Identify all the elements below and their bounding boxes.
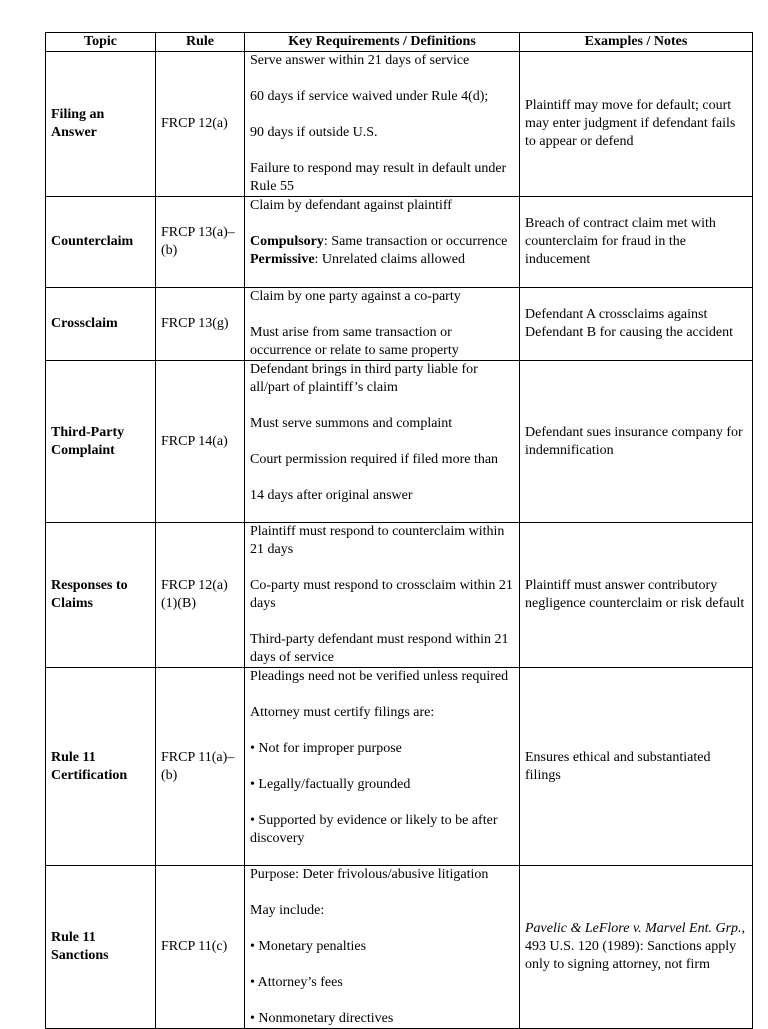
notes-cell: Ensures ethical and substantiated filings — [520, 668, 753, 866]
notes-cell — [520, 866, 753, 1029]
requirements-cell — [245, 288, 520, 361]
topic-cell: Crossclaim — [46, 288, 156, 361]
table-row — [46, 668, 753, 866]
topic-cell: Third-Party Complaint — [46, 361, 156, 523]
table-row — [46, 52, 753, 197]
table-row — [46, 361, 753, 523]
requirement-item: 14 days after original answer — [250, 488, 413, 503]
requirement-item: Court permission required if filed more than — [250, 452, 499, 467]
notes-cell: Defendant sues insurance company for indemnification — [520, 361, 753, 523]
requirement-item: • Legally/factually grounded — [250, 777, 411, 792]
table-row — [46, 866, 753, 1029]
permissive-label: Permissive — [250, 252, 315, 267]
requirement-item — [250, 233, 514, 269]
rule-cell: FRCP 14(a) — [156, 361, 245, 523]
notes-cell: Plaintiff must answer contributory negligence counterclaim or risk default — [520, 523, 753, 668]
requirement-item: • Monetary penalties — [250, 939, 367, 954]
requirement-item: Plaintiff must respond to counterclaim within 21 days — [250, 524, 505, 557]
requirement-item: • Attorney’s fees — [250, 975, 343, 990]
rule-cell: FRCP 11(a)–(b) — [156, 668, 245, 866]
topic-cell: Rule 11 Certification — [46, 668, 156, 866]
requirement-item: • Supported by evidence or likely to be after discovery — [250, 813, 498, 846]
header-notes: Examples / Notes — [520, 33, 753, 52]
rule-cell: FRCP 12(a)(1)(B) — [156, 523, 245, 668]
requirement-item: Purpose: Deter frivolous/abusive litigation — [250, 867, 489, 882]
rule-cell: FRCP 13(g) — [156, 288, 245, 361]
header-rule: Rule — [156, 33, 245, 52]
rule-cell: FRCP 13(a)–(b) — [156, 197, 245, 288]
requirement-item: Claim by one party against a co-party — [250, 289, 461, 304]
header-row — [46, 33, 753, 52]
requirements-cell — [245, 361, 520, 523]
requirement-item: Third-party defendant must respond within 21 days of service — [250, 632, 509, 665]
topic-cell: Counterclaim — [46, 197, 156, 288]
requirement-item: May include: — [250, 903, 325, 918]
requirement-item: • Not for improper purpose — [250, 741, 402, 756]
requirements-cell — [245, 197, 520, 288]
requirement-item: 60 days if service waived under Rule 4(d); — [250, 89, 489, 104]
requirement-item: 90 days if outside U.S. — [250, 125, 378, 140]
topic-cell: Filing an Answer — [46, 52, 156, 197]
requirement-item: Serve answer within 21 days of service — [250, 53, 470, 68]
notes-cell: Plaintiff may move for default; court may enter judgment if defendant fails to appear or defend — [520, 52, 753, 197]
rule-cell: FRCP 12(a) — [156, 52, 245, 197]
permissive-text: : Unrelated claims allowed — [314, 252, 465, 267]
requirement-item: Must serve summons and complaint — [250, 416, 453, 431]
requirements-cell — [245, 52, 520, 197]
case-holding: , 493 U.S. 120 (1989): Sanctions apply only to signing attorney, not firm — [525, 921, 746, 972]
table-row — [46, 288, 753, 361]
rule-cell: FRCP 11(c) — [156, 866, 245, 1029]
requirement-item: Attorney must certify filings are: — [250, 705, 435, 720]
compulsory-label: Compulsory — [250, 234, 324, 249]
notes-cell: Defendant A crossclaims against Defendant B for causing the accident — [520, 288, 753, 361]
notes-cell: Breach of contract claim met with counterclaim for fraud in the inducement — [520, 197, 753, 288]
requirements-cell — [245, 866, 520, 1029]
topic-cell: Rule 11 Sanctions — [46, 866, 156, 1029]
table-row — [46, 197, 753, 288]
requirements-cell — [245, 523, 520, 668]
topic-cell: Responses to Claims — [46, 523, 156, 668]
requirement-item: Defendant brings in third party liable for all/part of plaintiff’s claim — [250, 362, 478, 395]
requirements-cell — [245, 668, 520, 866]
header-topic: Topic — [46, 33, 156, 52]
table-row — [46, 523, 753, 668]
compulsory-text: : Same transaction or occurrence — [323, 234, 508, 249]
case-citation: Pavelic & LeFlore v. Marvel Ent. Grp. — [525, 921, 742, 936]
requirement-item: Co-party must respond to crossclaim within 21 days — [250, 578, 513, 611]
rules-table — [45, 32, 753, 1029]
header-requirements: Key Requirements / Definitions — [245, 33, 520, 52]
requirement-item: Failure to respond may result in default under Rule 55 — [250, 161, 507, 194]
requirement-item: Pleadings need not be verified unless required — [250, 669, 509, 684]
requirement-item: Must arise from same transaction or occurrence or relate to same property — [250, 325, 459, 358]
requirement-item: • Nonmonetary directives — [250, 1011, 394, 1026]
requirement-item: Claim by defendant against plaintiff — [250, 198, 452, 213]
